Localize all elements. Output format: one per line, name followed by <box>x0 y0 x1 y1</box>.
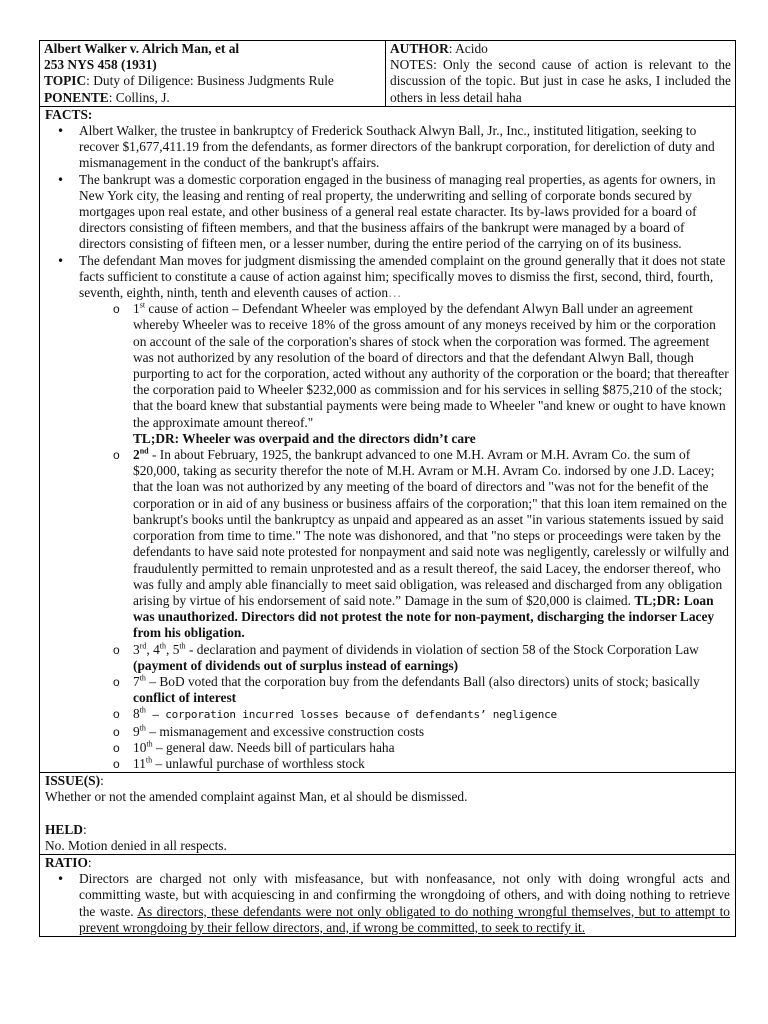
facts-item-text: Albert Walker, the trustee in bankruptcy of Frederick Southack Alwyn Ball, Jr., Inc., instituted litigation, seeking to recover $1,677,411.19 from the defendants, as former directors of the bankrupt corporation, for dereliction of duty and mismanagement in the conduct of the bankrupt's affairs. <box>79 123 715 171</box>
cause-number: 10 <box>133 739 147 755</box>
cause-number: 9 <box>133 723 140 739</box>
cause-bold-text: (payment of dividends out of surplus instead of earnings) <box>133 657 459 673</box>
issue-heading-line <box>45 773 730 789</box>
cause-item-3-5: o 3rd, 4th, 5th - declaration and payment of dividends in violation of section 58 of the Stock Corporation Law (payment of dividends out of surplus instead of earnings) <box>133 642 730 674</box>
cause-text: - In about February, 1925, the bankrupt advanced to one M.H. Avram or M.H. Avram Co. the sum of $20,000, taking as security therefor the note of M.H. Avram or M.H. Avram Co. indorsed by one J.D. Lacey; that the loan was not authorized by any meeting of the board of directors and "was not for the benefit of the corporation or in aid of any business or business affairs of the corporation;" that this loan item remained on the bankrupt's books until the bankruptcy as unpaid and appeared as an asset "in various statements issued by said corporation from time to time." The note was dishonored, and that "no steps or proceedings were taken by the defendants to have said note protested for nonpayment and said note was negligently, carelessly or wilfully and fraudulently permitted to remain unprotested and as a result thereof, the said Lacey, the endorser thereof, who was fully and amply able financially to meet said obligation, was released and discharged from any obligation arising by virtue of his endorsement of said note.” Damage in the sum of $20,000 is claimed. <box>133 447 729 608</box>
cause-text: - declaration and payment of dividends in violation of section 58 of the Stock Corporation Law <box>185 641 699 657</box>
ellipsis: … <box>388 285 402 301</box>
author-notes-cell <box>386 41 735 106</box>
held-colon: : <box>82 821 87 837</box>
ponente-value: : Collins, J. <box>108 89 170 105</box>
cause-text: – mismanagement and excessive construction costs <box>145 723 425 739</box>
facts-item-text: The bankrupt was a domestic corporation engaged in the business of managing real properties, as agents for owners, in New York city, the leasing and renting of real property, the underwriting and selling of corporate bonds secured by mortgages upon real estate, and other business of a general real estate character. Its by-laws provided for a board of directors consisting of fifteen members, and that the business affairs of the bankrupt were managed by a board of directors consisting of fifteen men, or a lesser number, during the entire period of the carrying on of its business. <box>79 171 716 252</box>
issue-heading: ISSUE(S) <box>45 773 101 789</box>
ratio-colon: : <box>87 854 92 870</box>
tldr-text: TL;DR: Wheeler was overpaid and the directors didn’t care <box>133 430 476 446</box>
author-line <box>390 41 731 57</box>
case-title: Albert Walker v. Alrich Man, et al <box>44 41 240 56</box>
facts-section <box>40 107 735 773</box>
issue-held-section <box>40 773 735 855</box>
cause-number: 11 <box>133 755 146 771</box>
ordinal-suffix: th <box>139 705 146 715</box>
ratio-section <box>40 855 735 936</box>
spacer <box>45 806 730 822</box>
cause-number: 1 <box>133 301 140 317</box>
notes-text: NOTES: Only the second cause of action is relevant to the discussion of the topic. But just in case he asks, I included the others in less detail haha <box>390 57 731 105</box>
ordinal-suffix: th <box>139 673 146 683</box>
cause-text: – corporation incurred losses because of defendants’ negligence <box>145 708 557 722</box>
ordinal-suffix: nd <box>139 446 149 456</box>
issue-text: Whether or not the amended complaint against Man, et al should be dismissed. <box>45 789 468 805</box>
cause-number: 3 <box>133 641 140 657</box>
ordinal-suffix: th <box>139 723 146 733</box>
ordinal-suffix: st <box>139 300 146 310</box>
ordinal-suffix: th <box>145 755 153 765</box>
cause-item-1 <box>133 301 730 447</box>
cause-item-2 <box>133 447 730 641</box>
held-heading: HELD <box>45 821 83 837</box>
cause-number: 2 <box>133 447 140 463</box>
topic-label: TOPIC <box>44 73 87 89</box>
ordinal-suffix: th <box>179 641 186 651</box>
case-info-cell <box>40 41 386 106</box>
topic-value: : Duty of Diligence: Business Judgments Rule <box>86 73 334 89</box>
topic-line <box>44 73 381 89</box>
cause-item-9 <box>133 724 730 740</box>
ordinal-suffix: th <box>146 739 153 749</box>
ratio-list <box>45 871 730 936</box>
tldr-text: TL;DR: Loan was unauthorized. Directors did not protest the note for non-payment, discharging the indorser Lacey from his obligation. <box>133 592 715 641</box>
facts-item <box>79 123 730 172</box>
ponente-label: PONENTE <box>44 89 109 105</box>
facts-item-text: The defendant Man moves for judgment dismissing the amended complaint on the ground generally that it does not state facts sufficient to constitute a cause of action against him; specifically moves to dismiss the first, second, third, fourth, seventh, eighth, ninth, tenth and eleventh causes of action <box>79 252 726 301</box>
ponente-line <box>44 90 381 106</box>
causes-list <box>45 301 730 772</box>
facts-list <box>45 123 730 301</box>
cause-number: 7 <box>133 673 140 689</box>
cause-text: cause of action – Defendant Wheeler was employed by the defendant Alwyn Ball under an agreement whereby Wheeler was to receive 18% of the gross amount of any moneys received by him or the corporation on account of the sale of the corporation's shares of stock when the corporation was formed. The agreement was not authorized by any resolution of the board of directors and that the defendant Alwyn Ball, though purporting to act for the corporation, acted without any authority of the corporation or the board; that thereafter the corporation paid to Wheeler $232,000 as commission and for his services in selling $875,210 of the stock; that the board knew that substantial payments were being made to Wheeler "and knew or ought to have known the approximate amount thereof." <box>133 301 729 430</box>
ordinal-suffix: th <box>159 641 167 651</box>
cause-number: 8 <box>133 706 140 722</box>
cause-item-10 <box>133 740 730 756</box>
cause-item-7 <box>133 674 730 706</box>
ratio-heading-line <box>45 855 730 871</box>
cause-number: 5 <box>172 641 180 657</box>
author-value: : Acido <box>448 41 488 56</box>
cause-text: – general daw. Needs bill of particulars haha <box>152 739 395 755</box>
held-text: No. Motion denied in all respects. <box>45 837 227 853</box>
cause-text: – unlawful purchase of worthless stock <box>152 755 365 771</box>
cause-item-8 <box>133 706 730 723</box>
facts-item <box>79 253 730 302</box>
ratio-item <box>79 871 730 936</box>
cause-bold-text: conflict of interest <box>133 690 237 706</box>
ratio-heading: RATIO <box>45 854 88 870</box>
ratio-text: Directors are charged not only with misfeasance, but with nonfeasance, not only with doing wrongful acts and committing waste, but with acquiescing in and confirming the wrongdoing of others, and with doing nothing to retrieve the waste. <box>79 871 730 919</box>
held-heading-line <box>45 822 730 838</box>
issue-colon: : <box>100 773 104 789</box>
author-label: AUTHOR <box>390 41 449 56</box>
facts-item <box>79 172 730 253</box>
case-digest-table <box>39 40 736 937</box>
cause-number: 4 <box>153 641 160 657</box>
cause-item-11 <box>133 756 730 772</box>
ratio-underlined-text: As directors, these defendants were not only obligated to do nothing wrongful themselves, but to attempt to prevent wrongdoing by their fellow directors, and, if wrong be committed, to seek to rectify it. <box>79 903 730 935</box>
header-row <box>40 41 735 107</box>
ordinal-suffix: rd <box>139 641 147 651</box>
cause-text: – BoD voted that the corporation buy from the defendants Ball (also directors) units of stock; basically <box>145 673 700 689</box>
case-citation: 253 NYS 458 (1931) <box>44 57 157 73</box>
facts-heading: FACTS: <box>45 106 93 122</box>
